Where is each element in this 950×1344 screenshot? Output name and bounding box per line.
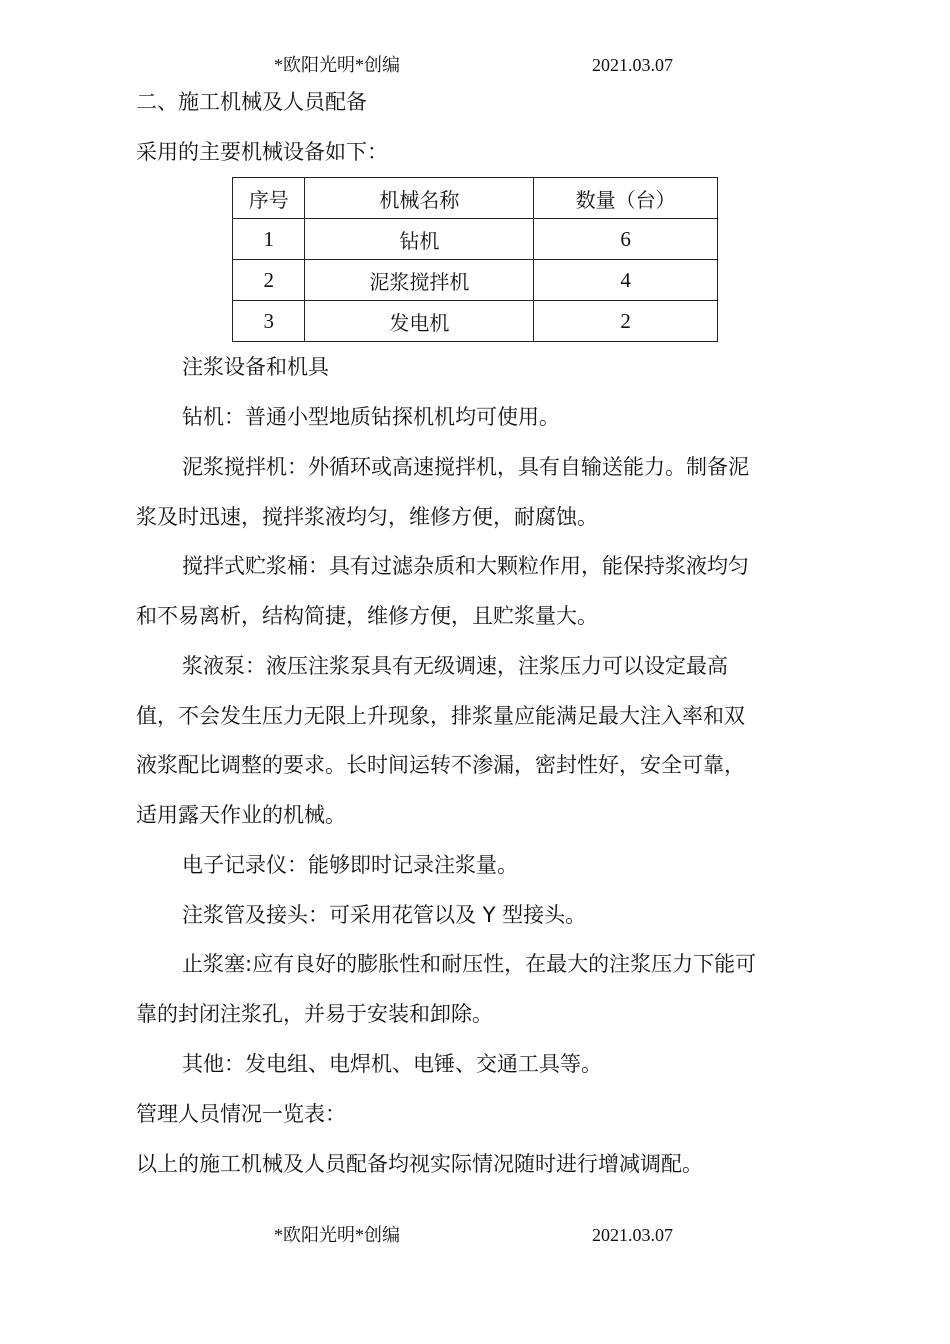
row-index: 1 [233,219,305,260]
footer-date: 2021.03.07 [592,1225,673,1245]
paragraph-pump-line3: 液浆配比调整的要求。长时间运转不渗漏，密封性好，安全可靠， [136,753,745,777]
paragraph-plug-line2: 靠的封闭注浆孔，并易于安装和卸除。 [136,1002,493,1026]
paragraph-pump-line4: 适用露天作业的机械。 [136,803,346,827]
row-machine-name: 泥浆搅拌机 [305,260,534,301]
paragraph-pump-line2: 值，不会发生压力无限上升现象，排浆量应能满足最大注入率和双 [136,704,745,728]
row-quantity: 4 [534,260,718,301]
paragraph-mixer-line2: 浆及时迅速，搅拌浆液均匀，维修方便，耐腐蚀。 [136,505,598,529]
paragraph-tank-line2: 和不易离析，结构简捷，维修方便，且贮浆量大。 [136,604,598,628]
footer-author: *欧阳光明*创编 [274,1225,400,1245]
paragraph-plug-line1: 止浆塞:应有良好的膨胀性和耐压性，在最大的注浆压力下能可 [182,952,757,976]
section-title: 二、施工机械及人员配备 [136,90,367,114]
table-header-row [233,178,718,219]
column-header-index: 序号 [233,178,305,219]
header-date: 2021.03.07 [592,55,673,75]
row-quantity: 6 [534,219,718,260]
table-row [233,219,718,260]
row-index: 2 [233,260,305,301]
paragraph-staff: 管理人员情况一览表： [136,1102,346,1126]
row-quantity: 2 [534,301,718,342]
column-header-quantity: 数量（台） [534,178,718,219]
row-index: 3 [233,301,305,342]
table-row [233,301,718,342]
paragraph-pipe: 注浆管及接头：可采用花管以及 Y 型接头。 [182,903,587,927]
row-machine-name: 发电机 [305,301,534,342]
column-header-name: 机械名称 [305,178,534,219]
row-machine-name: 钻机 [305,219,534,260]
paragraph-mixer-line1: 泥浆搅拌机：外循环或高速搅拌机，具有自输送能力。制备泥 [182,455,749,479]
paragraph-recorder: 电子记录仪：能够即时记录注浆量。 [182,853,518,877]
table-row [233,260,718,301]
paragraph-final: 以上的施工机械及人员配备均视实际情况随时进行增减调配。 [136,1152,703,1176]
paragraph-other: 其他：发电组、电焊机、电锤、交通工具等。 [182,1052,602,1076]
header-author: *欧阳光明*创编 [274,55,400,75]
intro-text: 采用的主要机械设备如下： [136,140,388,164]
paragraph-pump-line1: 浆液泵：液压注浆泵具有无级调速，注浆压力可以设定最高 [182,654,728,678]
paragraph-tank-line1: 搅拌式贮浆桶：具有过滤杂质和大颗粒作用，能保持浆液均匀 [182,554,749,578]
subheading: 注浆设备和机具 [182,355,329,379]
equipment-table [232,177,718,342]
paragraph-drill: 钻机：普通小型地质钻探机机均可使用。 [182,405,560,429]
